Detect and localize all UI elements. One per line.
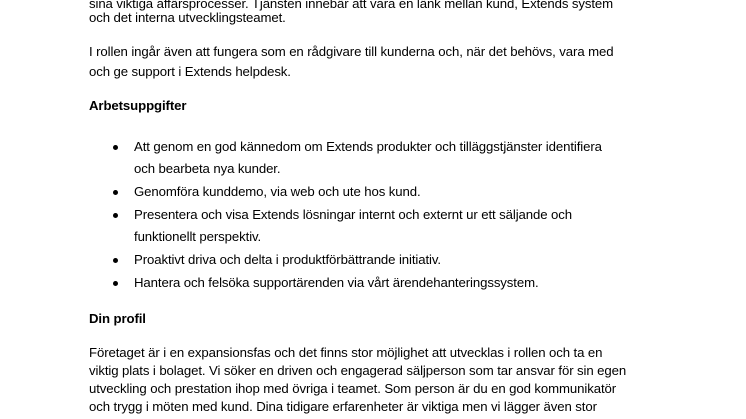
role-line-2: och ge support i Extends helpdesk. [89,64,291,79]
bullet-icon [113,258,118,263]
list-item-text: Att genom en god kännedom om Extends produkter och tilläggstjänster identifiera [134,139,602,154]
list-item-text: Proaktivt driva och delta i produktförbättrande initiativ. [134,252,441,267]
list-item-text: Hantera och felsöka supportärenden via vårt ärendehanteringssystem. [134,275,539,290]
bullet-icon [113,190,118,195]
list-item-text-continued: funktionellt perspektiv. [134,229,262,244]
list-item-text-continued: och bearbeta nya kunder. [134,161,281,176]
profile-line-3: utveckling och prestation ihop med övriga i teamet. Som person är du en god kommunikatör [89,381,617,396]
bullet-icon [113,145,118,150]
profile-line-1: Företaget är i en expansionsfas och det finns stor möjlighet att utvecklas i rollen och ta en [89,345,603,360]
profile-line-4: och trygg i möten med kund. Dina tidigare erfarenheter är viktiga men vi lägger även stor [89,399,597,414]
profile-line-2: viktig plats i bolaget. Vi söker en driven och engagerad säljperson som tar ansvar för sin egen [89,363,627,378]
role-line-1: I rollen ingår även att fungera som en rådgivare till kunderna och, när det behövs, vara med [89,44,614,59]
list-item-text: Genomföra kunddemo, via web och ute hos kund. [134,184,421,199]
intro-line-2: och det interna utvecklingsteamet. [89,10,286,25]
bullet-icon [113,213,118,218]
list-item-text: Presentera och visa Extends lösningar internt och externt ur ett säljande och [134,207,572,222]
bullet-icon [113,281,118,286]
profile-heading: Din profil [89,311,146,326]
tasks-heading: Arbetsuppgifter [89,98,187,113]
intro-line-1: sina viktiga affärsprocesser. Tjänsten innebär att vara en länk mellan kund, Extends system [89,0,614,11]
